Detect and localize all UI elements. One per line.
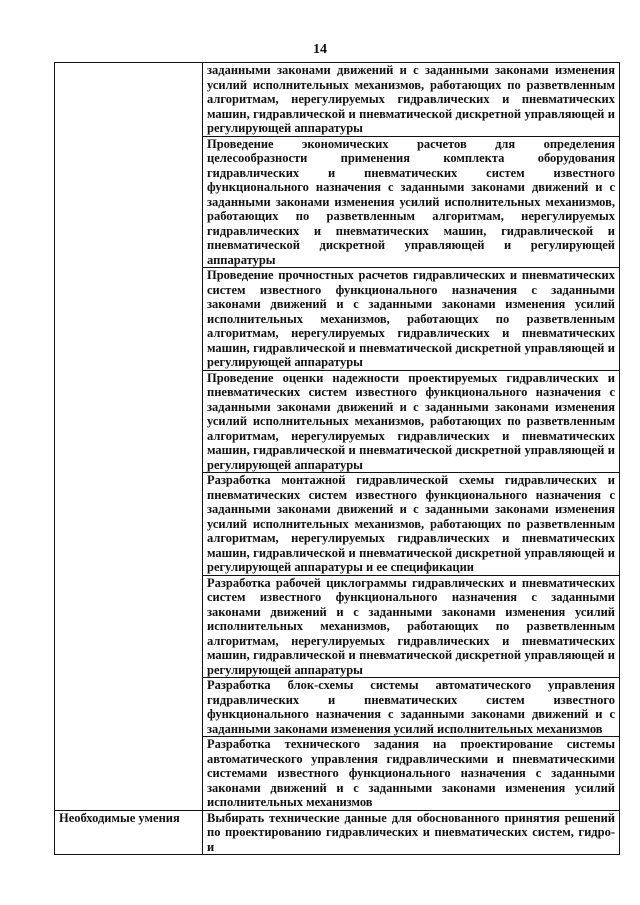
row-label-cell [55,63,203,811]
cell-text: заданными законами движений и с заданными законами изменения усилий исполнительных механизмов, работающих по разветвленным алгоритмам, нерегулируемых гидравлических и пневматических машин, гидравлической и пневматической дискретной управляющей и регулирующей аппаратуры [207,63,615,135]
table-row [55,810,620,855]
cell-text: Проведение прочностных расчетов гидравлических и пневматических систем известного функционального назначения с заданными законами движений и с заданными законами изменения усилий исполнительных механизмов, работающих по разветвленным алгоритмам, нерегулируемых гидравлических и пневматических машин, гидравлической и пневматической дискретной управляющей и регулирующей аппаратуры [207,268,615,369]
cell-text: Разработка технического задания на проектирование системы автоматического управления гидравлическими и пневматическими системами известного функционального назначения с заданными законами движений и с заданными законами изменения усилий исполнительных механизмов [207,737,615,809]
table-cell [203,136,620,268]
table-cell [203,63,620,137]
requirements-table [54,62,620,855]
table-row [55,63,620,137]
table-cell [203,810,620,855]
row-label-cell: Необходимые умения [55,810,203,855]
cell-text: Выбирать технические данные для обоснованного принятия решений по проектированию гидравлических и пневматических систем, гидро- и [207,810,615,854]
cell-text: Разработка блок-схемы системы автоматического управления гидравлических и пневматических систем известного функционального назначения с заданными законами движений и с заданными законами изменения усилий исполнительных механизмов [207,678,615,736]
cell-text: Проведение экономических расчетов для определения целесообразности применения комплекта оборудования гидравлических и пневматических систем известного функционального назначения с заданными законами движений и с заданными законами изменения усилий исполнительных механизмов, работающих по разветвленным алгоритмам, нерегулируемых гидравлических и пневматических машин, гидравлической и пневматической дискретной управляющей и регулирующей аппаратуры [207,136,615,267]
table-cell [203,268,620,371]
table-cell [203,370,620,473]
page-number: 14 [313,42,327,57]
cell-text: Проведение оценки надежности проектируемых гидравлических и пневматических систем известного функционального назначения с заданными законами движений и с заданными законами изменения усилий исполнительных механизмов, работающих по разветвленным алгоритмам, нерегулируемых гидравлических и пневматических машин, гидравлической и пневматической дискретной управляющей и регулирующей аппаратуры [207,370,615,472]
table-cell [203,678,620,737]
cell-text: Разработка рабочей циклограммы гидравлических и пневматических систем известного функционального назначения с заданными законами движений и с заданными законами изменения усилий исполнительных механизмов, работающих по разветвленным алгоритмам, нерегулируемых гидравлических и пневматических машин, гидравлической и пневматической дискретной управляющей и регулирующей аппаратуры [207,575,615,677]
table-cell [203,737,620,811]
cell-text: Разработка монтажной гидравлической схемы гидравлических и пневматических систем известного функционального назначения с заданными законами движений и с заданными законами изменения усилий исполнительных механизмов, работающих по разветвленным алгоритмам, нерегулируемых гидравлических и пневматических машин, гидравлической и пневматической дискретной управляющей и регулирующей аппаратуры и ее спецификации [207,473,615,574]
table-cell [203,575,620,678]
table-cell [203,473,620,576]
